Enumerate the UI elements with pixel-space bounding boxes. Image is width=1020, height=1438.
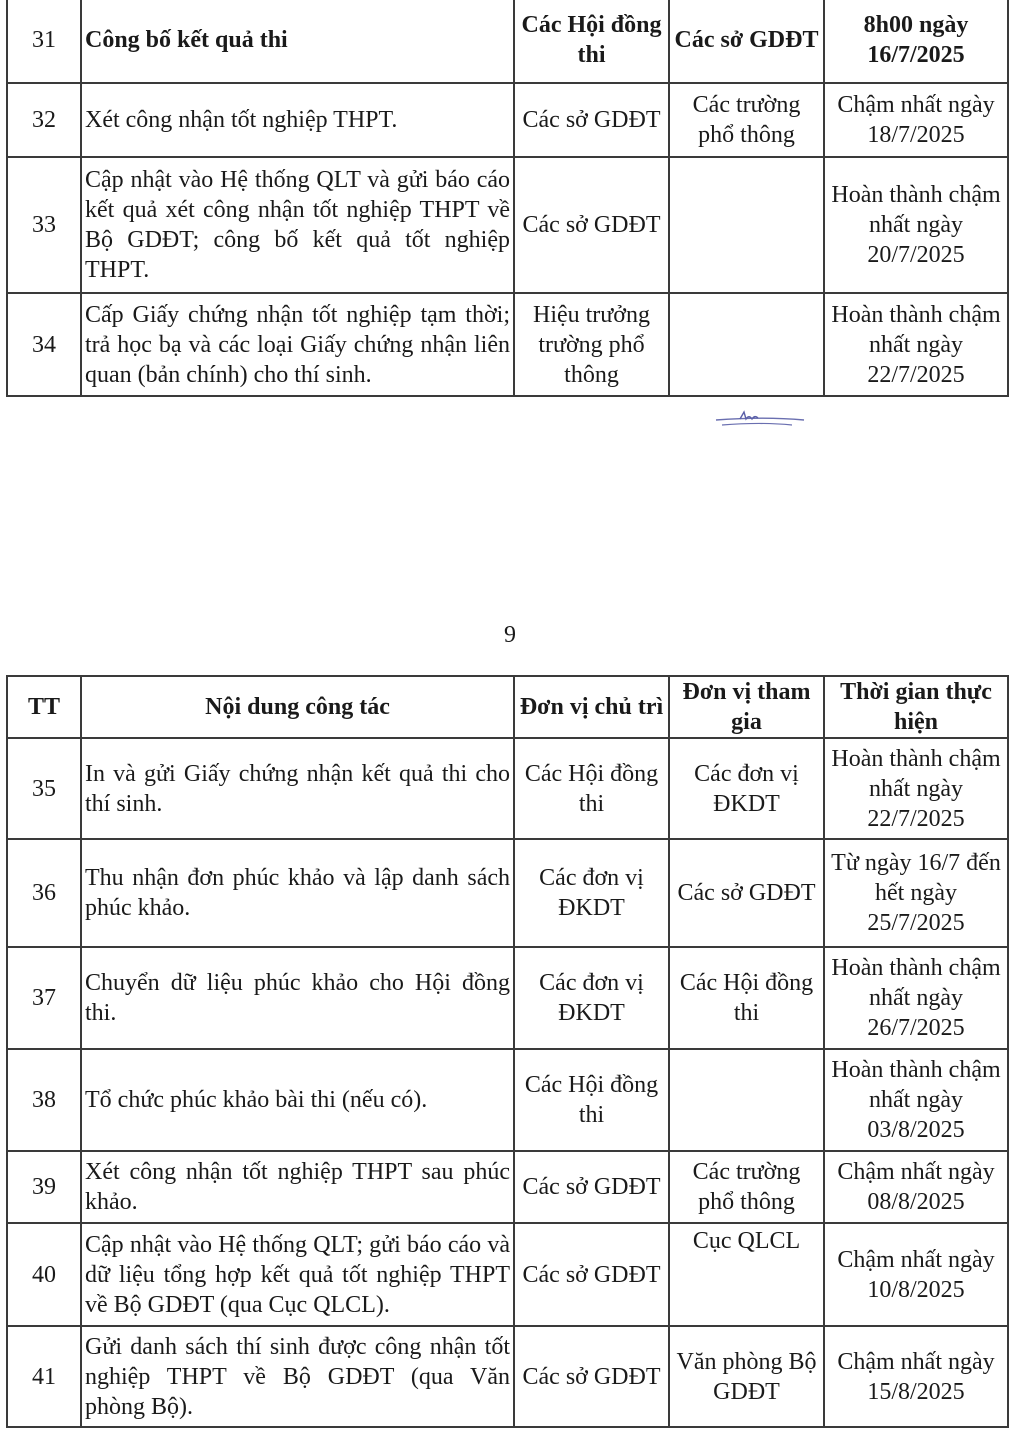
time-frame: Hoàn thành chậm nhất ngày 20/7/2025 (824, 157, 1008, 293)
table-row (7, 1151, 1008, 1223)
time-frame: 8h00 ngày 16/7/2025 (824, 0, 1008, 83)
participant-unit: Các sở GDĐT (669, 0, 824, 83)
table-row (7, 1326, 1008, 1427)
time-frame: Chậm nhất ngày 15/8/2025 (824, 1326, 1008, 1427)
task-content: Cấp Giấy chứng nhận tốt nghiệp tạm thời; trả học bạ và các loại Giấy chứng nhận liên quan (bản chính) cho thí sinh. (81, 293, 514, 396)
row-number: 37 (7, 947, 81, 1049)
host-unit: Các đơn vị ĐKDT (514, 947, 669, 1049)
time-frame: Từ ngày 16/7 đến hết ngày 25/7/2025 (824, 839, 1008, 947)
header-participants: Đơn vị tham gia (669, 676, 824, 738)
row-number: 33 (7, 157, 81, 293)
table-row (7, 738, 1008, 839)
task-content: Cập nhật vào Hệ thống QLT; gửi báo cáo và dữ liệu tổng hợp kết quả tốt nghiệp THPT về Bộ GDĐT (qua Cục QLCL). (81, 1223, 514, 1326)
row-number: 35 (7, 738, 81, 839)
task-content: Công bố kết quả thi (81, 0, 514, 83)
row-number: 41 (7, 1326, 81, 1427)
task-content: Chuyển dữ liệu phúc khảo cho Hội đồng thi. (81, 947, 514, 1049)
time-frame: Hoàn thành chậm nhất ngày 26/7/2025 (824, 947, 1008, 1049)
participant-unit (669, 1049, 824, 1151)
header-host: Đơn vị chủ trì (514, 676, 669, 738)
table-row (7, 83, 1008, 157)
table-row (7, 947, 1008, 1049)
participant-unit: Các Hội đồng thi (669, 947, 824, 1049)
participant-unit (669, 293, 824, 396)
task-content: Thu nhận đơn phúc khảo và lập danh sách phúc khảo. (81, 839, 514, 947)
row-number: 38 (7, 1049, 81, 1151)
host-unit: Các sở GDĐT (514, 1223, 669, 1326)
host-unit: Các Hội đồng thi (514, 0, 669, 83)
row-number: 40 (7, 1223, 81, 1326)
header-content: Nội dung công tác (81, 676, 514, 738)
time-frame: Hoàn thành chậm nhất ngày 03/8/2025 (824, 1049, 1008, 1151)
time-frame: Hoàn thành chậm nhất ngày 22/7/2025 (824, 738, 1008, 839)
task-content: Cập nhật vào Hệ thống QLT và gửi báo cáo kết quả xét công nhận tốt nghiệp THPT về Bộ GDĐT; công bố kết quả tốt nghiệp THPT. (81, 157, 514, 293)
host-unit: Các sở GDĐT (514, 1151, 669, 1223)
table-row (7, 1223, 1008, 1326)
task-content: Xét công nhận tốt nghiệp THPT sau phúc khảo. (81, 1151, 514, 1223)
row-number: 36 (7, 839, 81, 947)
participant-unit: Văn phòng Bộ GDĐT (669, 1326, 824, 1427)
host-unit: Các sở GDĐT (514, 1326, 669, 1427)
row-number: 39 (7, 1151, 81, 1223)
table-row (7, 1049, 1008, 1151)
host-unit: Hiệu trưởng trường phổ thông (514, 293, 669, 396)
task-content: Xét công nhận tốt nghiệp THPT. (81, 83, 514, 157)
table-header-row (7, 676, 1008, 738)
host-unit: Các sở GDĐT (514, 83, 669, 157)
time-frame: Chậm nhất ngày 08/8/2025 (824, 1151, 1008, 1223)
time-frame: Chậm nhất ngày 18/7/2025 (824, 83, 1008, 157)
time-frame: Chậm nhất ngày 10/8/2025 (824, 1223, 1008, 1326)
page-number: 9 (504, 622, 516, 648)
table-row (7, 839, 1008, 947)
host-unit: Các đơn vị ĐKDT (514, 839, 669, 947)
time-frame: Hoàn thành chậm nhất ngày 22/7/2025 (824, 293, 1008, 396)
schedule-table (6, 675, 1009, 1428)
participant-unit: Các đơn vị ĐKDT (669, 738, 824, 839)
participant-unit: Cục QLCL (669, 1223, 824, 1326)
host-unit: Các sở GDĐT (514, 157, 669, 293)
row-number: 31 (7, 0, 81, 83)
row-number: 34 (7, 293, 81, 396)
task-content: Gửi danh sách thí sinh được công nhận tốt nghiệp THPT về Bộ GDĐT (qua Văn phòng Bộ). (81, 1326, 514, 1427)
task-content: Tổ chức phúc khảo bài thi (nếu có). (81, 1049, 514, 1151)
participant-unit: Các trường phổ thông (669, 83, 824, 157)
participant-unit: Các sở GDĐT (669, 839, 824, 947)
participant-unit (669, 157, 824, 293)
table-row (7, 293, 1008, 396)
signature-initials-icon (712, 404, 808, 430)
header-time: Thời gian thực hiện (824, 676, 1008, 738)
table-row (7, 157, 1008, 293)
host-unit: Các Hội đồng thi (514, 738, 669, 839)
table-row (7, 0, 1008, 83)
schedule-table-top (6, 0, 1009, 397)
header-tt: TT (7, 676, 81, 738)
row-number: 32 (7, 83, 81, 157)
participant-unit: Các trường phổ thông (669, 1151, 824, 1223)
task-content: In và gửi Giấy chứng nhận kết quả thi cho thí sinh. (81, 738, 514, 839)
host-unit: Các Hội đồng thi (514, 1049, 669, 1151)
